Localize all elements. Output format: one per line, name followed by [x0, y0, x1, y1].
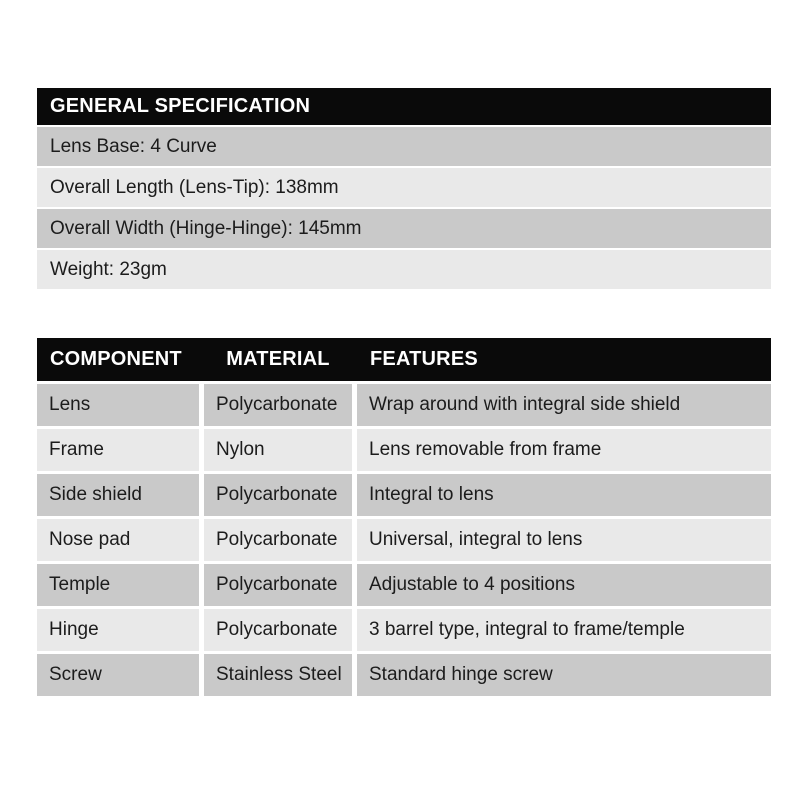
features-cell: 3 barrel type, integral to frame/temple — [357, 609, 771, 651]
component-cell: Screw — [37, 654, 199, 696]
table-row-frame — [37, 429, 771, 471]
table-row-hinge — [37, 609, 771, 651]
column-header-component: COMPONENT — [50, 348, 182, 370]
component-cell: Hinge — [37, 609, 199, 651]
table-row-temple — [37, 564, 771, 606]
spec-row-weight: Weight: 23gm — [37, 250, 771, 289]
material-cell: Polycarbonate — [204, 609, 352, 651]
component-cell: Lens — [37, 384, 199, 426]
component-cell: Nose pad — [37, 519, 199, 561]
spec-row-overall-length: Overall Length (Lens-Tip): 138mm — [37, 168, 771, 207]
spec-row-lens-base: Lens Base: 4 Curve — [37, 127, 771, 166]
features-cell: Adjustable to 4 positions — [357, 564, 771, 606]
component-cell: Side shield — [37, 474, 199, 516]
general-specification-table — [37, 88, 771, 291]
features-cell: Wrap around with integral side shield — [357, 384, 771, 426]
component-cell: Temple — [37, 564, 199, 606]
table-row-side-shield — [37, 474, 771, 516]
column-header-material: MATERIAL — [226, 348, 330, 370]
general-specification-header: GENERAL SPECIFICATION — [37, 88, 771, 125]
features-cell: Integral to lens — [357, 474, 771, 516]
component-cell: Frame — [37, 429, 199, 471]
component-table-header-row — [37, 338, 771, 381]
features-cell: Lens removable from frame — [357, 429, 771, 471]
material-cell: Polycarbonate — [204, 519, 352, 561]
component-table — [37, 338, 771, 699]
material-cell: Stainless Steel — [204, 654, 352, 696]
material-cell: Polycarbonate — [204, 564, 352, 606]
column-header-features: FEATURES — [370, 348, 478, 370]
table-row-nose-pad — [37, 519, 771, 561]
material-cell: Polycarbonate — [204, 474, 352, 516]
material-cell: Nylon — [204, 429, 352, 471]
material-cell: Polycarbonate — [204, 384, 352, 426]
spec-row-overall-width: Overall Width (Hinge-Hinge): 145mm — [37, 209, 771, 248]
features-cell: Standard hinge screw — [357, 654, 771, 696]
table-row-screw — [37, 654, 771, 696]
features-cell: Universal, integral to lens — [357, 519, 771, 561]
table-row-lens — [37, 384, 771, 426]
